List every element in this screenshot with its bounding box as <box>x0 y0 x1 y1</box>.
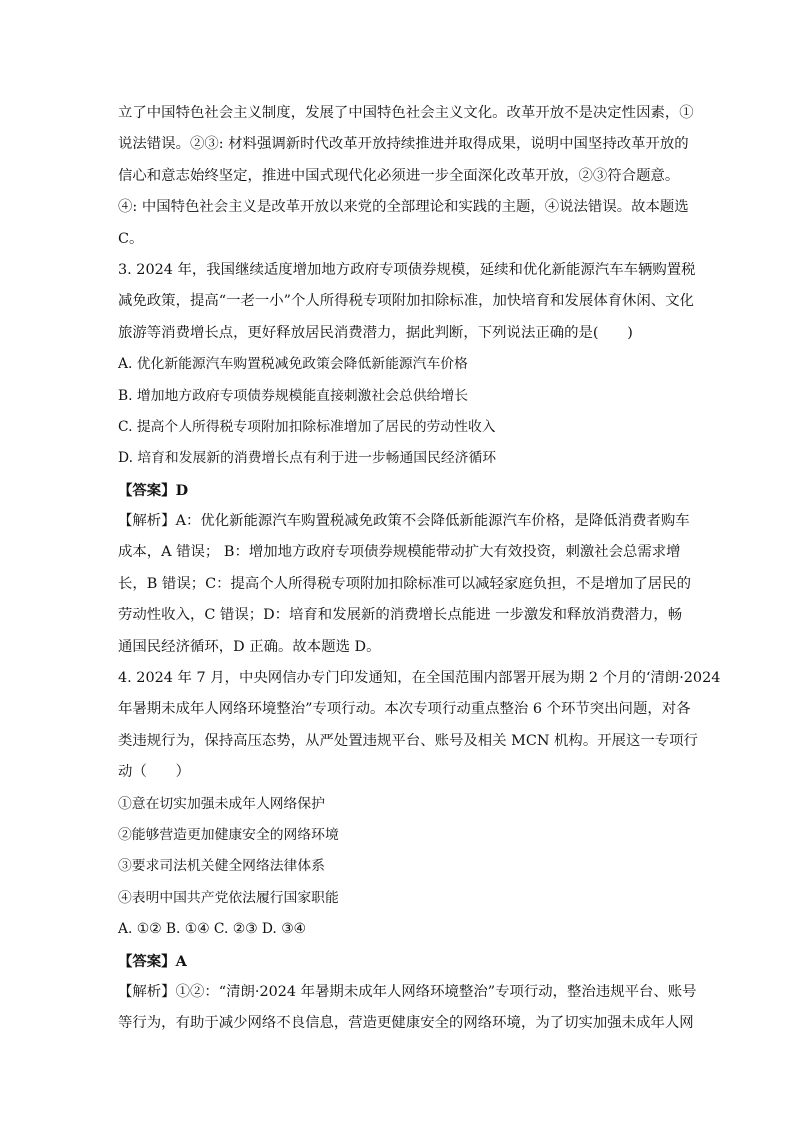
question-3-analysis-line: 成本，A 错误； B：增加地方政府专项债券规模能带动扩大有效投资，刺激社会总需求增 <box>118 544 681 561</box>
paragraph-line: C。 <box>118 230 144 247</box>
paragraph-line: 立了中国特色社会主义制度，发展了中国特色社会主义文化。改革开放不是决定性因素，① <box>118 105 694 121</box>
question-4-statement-3: ③要求司法机关健全网络法律体系 <box>118 858 325 875</box>
question-3-analysis-line: 长，B 错误；C：提高个人所得税专项附加扣除标准可以减轻家庭负担，不是增加了居民的 <box>118 575 692 592</box>
question-4-statement-4: ④表明中国共产党依法履行国家职能 <box>118 889 339 906</box>
question-3-stem-line: 3. 2024 年，我国继续适度增加地方政府专项债券规模，延续和优化新能源汽车车辆购置税 <box>118 261 696 278</box>
question-4-options: A. ①② B. ①④ C. ②③ D. ③④ <box>118 921 306 938</box>
question-4-answer: 【答案】A <box>118 952 187 970</box>
question-3-option-a: A. 优化新能源汽车购置税减免政策会降低新能源汽车价格 <box>118 356 468 373</box>
question-4-statement-2: ②能够营造更加健康安全的网络环境 <box>118 826 339 843</box>
question-4-stem-line: 动（ ） <box>118 764 190 781</box>
paragraph-line: 说法错误。②③: 材料强调新时代改革开放持续推进并取得成果，说明中国坚持改革开放的 <box>118 136 689 153</box>
paragraph-line: 信心和意志始终坚定，推进中国式现代化必须进一步全面深化改革开放，②③符合题意。 <box>118 167 680 184</box>
document-page <box>118 98 721 1040</box>
question-3-analysis-line: 劳动性收入，C 错误；D：培育和发展新的消费增长点能进 一步激发和释放消费潜力，畅 <box>118 607 683 624</box>
question-3-analysis-line: 通国民经济循环，D 正确。故本题选 D。 <box>118 638 381 655</box>
question-3-stem-line: 旅游等消费增长点，更好释放居民消费潜力，据此判断，下列说法正确的是( ) <box>118 324 633 341</box>
question-4-analysis-line: 等行为，有助于减少网络不良信息，营造更健康安全的网络环境，为了切实加强未成年人网 <box>118 1015 694 1032</box>
question-4-stem-line: 4. 2024 年 7 月，中央网信办专门印发通知，在全国范围内部署开展为期 2 个月的‘清朗·2024 <box>118 670 721 687</box>
question-4-analysis-line: 【解析】①②：“清朗·2024 年暑期未成年人网络环境整治”专项行动，整治违规平台、账号 <box>118 983 697 1000</box>
question-4-stem-line: 年暑期未成年人网络环境整治”专项行动。本次专项行动重点整治 6 个环节突出问题，对各 <box>118 701 691 718</box>
question-4-stem-line: 类违规行为，保持高压态势，从严处置违规平台、账号及相关 MCN 机构。开展这一专项行 <box>118 732 698 749</box>
paragraph-line: ④: 中国特色社会主义是改革开放以来党的全部理论和实践的主题，④说法错误。故本题选 <box>118 199 689 216</box>
question-3-option-b: B. 增加地方政府专项债券规模能直接刺激社会总供给增长 <box>118 387 469 404</box>
question-3-option-c: C. 提高个人所得税专项附加扣除标准增加了居民的劳动性收入 <box>118 418 496 435</box>
question-3-stem-line: 减免政策，提高“一老一小”个人所得税专项附加扣除标准，加快培育和发展体育休闲、文化 <box>118 293 694 310</box>
question-4-statement-1: ①意在切实加强未成年人网络保护 <box>118 795 325 812</box>
question-3-answer: 【答案】D <box>118 481 189 499</box>
question-3-analysis-line: 【解析】A：优化新能源汽车购置税减免政策不会降低新能源汽车价格，是降低消费者购车 <box>118 513 690 530</box>
question-3-option-d: D. 培育和发展新的消费增长点有利于进一步畅通国民经济循环 <box>118 450 497 467</box>
